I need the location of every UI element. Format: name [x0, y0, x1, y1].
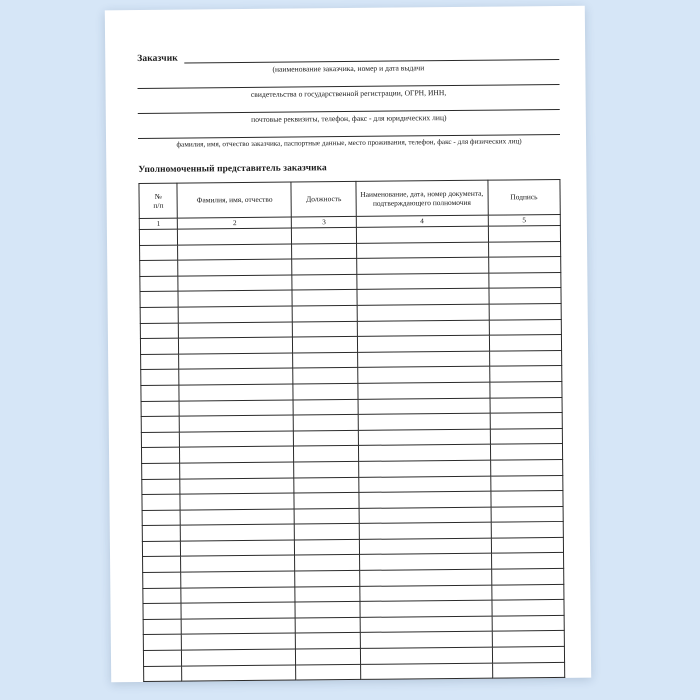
cell-signature[interactable] [489, 335, 561, 351]
cell-position[interactable] [296, 633, 360, 649]
cell-document[interactable] [360, 663, 492, 680]
caption-line-1: (наименование заказчика, номер и дата выдачи [272, 63, 425, 74]
cell-number[interactable] [143, 588, 182, 604]
col-header-number-line1: № [154, 191, 162, 201]
cell-fullname[interactable] [182, 665, 296, 682]
cell-document[interactable] [360, 647, 492, 664]
cell-position[interactable] [295, 602, 359, 618]
cell-number[interactable] [143, 603, 182, 619]
cell-document[interactable] [359, 522, 491, 539]
cell-fullname[interactable] [182, 649, 296, 666]
cell-signature[interactable] [490, 428, 562, 444]
cell-position[interactable] [295, 555, 359, 571]
cell-fullname[interactable] [180, 478, 294, 495]
caption-line-3: почтовые реквизиты, телефон, факс - для юридических лиц) [251, 113, 447, 124]
cell-signature[interactable] [489, 288, 561, 304]
cell-position[interactable] [293, 383, 357, 399]
cell-signature[interactable] [489, 366, 561, 382]
cell-fullname[interactable] [180, 462, 294, 479]
cell-number[interactable] [143, 619, 182, 635]
cell-number[interactable] [144, 666, 183, 682]
cell-document[interactable] [359, 507, 491, 524]
cell-position[interactable] [296, 617, 360, 633]
cell-signature[interactable] [490, 444, 562, 460]
cell-fullname[interactable] [180, 415, 294, 432]
table-head [139, 179, 560, 229]
cell-fullname[interactable] [181, 571, 295, 588]
colnum-4: 4 [356, 215, 488, 227]
cell-position[interactable] [296, 648, 360, 664]
cell-position[interactable] [293, 352, 357, 368]
cell-fullname[interactable] [179, 322, 293, 339]
cell-fullname[interactable] [179, 353, 293, 370]
cell-document[interactable] [358, 429, 490, 446]
colnum-1: 1 [139, 218, 178, 229]
cell-signature[interactable] [492, 600, 564, 616]
cell-fullname[interactable] [178, 244, 292, 261]
cell-position[interactable] [294, 415, 358, 431]
cell-fullname[interactable] [180, 431, 294, 448]
cell-position[interactable] [296, 664, 360, 680]
customer-label: Заказчик [137, 53, 178, 65]
cell-fullname[interactable] [181, 555, 295, 572]
cell-document[interactable] [359, 554, 491, 571]
col-header-document-line1: Наименование, дата, номер документа, [360, 188, 484, 199]
cell-document[interactable] [359, 491, 491, 508]
cell-fullname[interactable] [181, 540, 295, 557]
caption-line-2: свидетельства о государственной регистрации, ОГРН, ИНН, [250, 88, 447, 99]
cell-document[interactable] [360, 600, 492, 617]
cell-position[interactable] [295, 570, 359, 586]
cell-position[interactable] [293, 321, 357, 337]
cell-number[interactable] [143, 572, 182, 588]
col-header-number-line2: п/п [153, 200, 164, 210]
cell-fullname[interactable] [181, 509, 295, 526]
cell-number[interactable] [140, 307, 179, 323]
cell-fullname[interactable] [179, 306, 293, 323]
cell-signature[interactable] [492, 646, 564, 662]
cell-position[interactable] [295, 524, 359, 540]
document-page [105, 6, 591, 683]
cell-number[interactable] [140, 245, 179, 261]
cell-signature[interactable] [490, 381, 562, 397]
col-header-document-line2: подтверждающего полномочия [372, 197, 471, 208]
cell-signature[interactable] [488, 225, 560, 241]
cell-signature[interactable] [489, 303, 561, 319]
cell-document[interactable] [359, 538, 491, 555]
cell-position[interactable] [293, 368, 357, 384]
cell-signature[interactable] [490, 459, 562, 475]
cell-position[interactable] [292, 227, 356, 243]
cell-document[interactable] [358, 413, 490, 430]
cell-fullname[interactable] [180, 400, 294, 417]
document-content [137, 42, 565, 668]
col-header-signature: Подпись [488, 179, 561, 215]
cell-position[interactable] [295, 586, 359, 602]
cell-position[interactable] [293, 305, 357, 321]
cell-document[interactable] [357, 304, 489, 321]
cell-number[interactable] [141, 432, 180, 448]
cell-document[interactable] [357, 335, 489, 352]
cell-document[interactable] [360, 616, 492, 633]
cell-fullname[interactable] [181, 602, 295, 619]
cell-number[interactable] [141, 385, 180, 401]
cell-signature[interactable] [490, 475, 562, 491]
cell-position[interactable] [294, 492, 358, 508]
cell-signature[interactable] [489, 350, 561, 366]
cell-signature[interactable] [489, 319, 561, 335]
representatives-table [138, 179, 565, 682]
cell-number[interactable] [141, 447, 180, 463]
cell-document[interactable] [357, 289, 489, 306]
cell-number[interactable] [143, 557, 182, 573]
cell-fullname[interactable] [178, 259, 292, 276]
cell-number[interactable] [142, 510, 181, 526]
cell-number[interactable] [140, 291, 179, 307]
cell-document[interactable] [356, 242, 488, 259]
cell-number[interactable] [141, 369, 180, 385]
cell-position[interactable] [292, 243, 356, 259]
cell-fullname[interactable] [181, 524, 295, 541]
cell-fullname[interactable] [179, 337, 293, 354]
cell-number[interactable] [142, 479, 181, 495]
cell-position[interactable] [294, 446, 358, 462]
cell-document[interactable] [358, 382, 490, 399]
cell-number[interactable] [141, 354, 180, 370]
section-title: Уполномоченный представитель заказчика [138, 163, 327, 176]
cell-fullname[interactable] [178, 275, 292, 292]
colnum-2: 2 [178, 217, 292, 229]
cell-position[interactable] [294, 461, 358, 477]
colnum-3: 3 [292, 216, 356, 228]
cell-position[interactable] [294, 430, 358, 446]
cell-number[interactable] [142, 541, 181, 557]
cell-position[interactable] [292, 259, 356, 275]
cell-signature[interactable] [490, 397, 562, 413]
cell-number[interactable] [141, 416, 180, 432]
cell-signature[interactable] [491, 506, 563, 522]
cell-document[interactable] [359, 476, 491, 493]
cell-signature[interactable] [489, 272, 561, 288]
cell-signature[interactable] [491, 553, 563, 569]
cell-document[interactable] [359, 569, 491, 586]
table-body [139, 225, 564, 681]
cell-fullname[interactable] [179, 384, 293, 401]
caption-line-4: фамилия, имя, отчество заказчика, паспортные данные, место проживания, телефон, факс - для физических лиц) [176, 137, 522, 149]
col-header-document [356, 180, 488, 216]
cell-signature[interactable] [491, 522, 563, 538]
colnum-5: 5 [488, 214, 560, 226]
cell-document[interactable] [356, 226, 488, 243]
cell-fullname[interactable] [179, 368, 293, 385]
cell-fullname[interactable] [178, 228, 292, 245]
cell-document[interactable] [357, 351, 489, 368]
col-header-fullname: Фамилия, имя, отчество [177, 182, 291, 218]
cell-fullname[interactable] [178, 290, 292, 307]
cell-document[interactable] [358, 444, 490, 461]
cell-number[interactable] [139, 229, 178, 245]
cell-number[interactable] [141, 401, 180, 417]
cell-position[interactable] [293, 337, 357, 353]
cell-position[interactable] [292, 290, 356, 306]
cell-signature[interactable] [490, 413, 562, 429]
cell-signature[interactable] [488, 241, 560, 257]
cell-number[interactable] [140, 260, 179, 276]
cell-position[interactable] [294, 399, 358, 415]
cell-document[interactable] [360, 585, 492, 602]
cell-position[interactable] [292, 274, 356, 290]
cell-position[interactable] [295, 539, 359, 555]
cell-document[interactable] [358, 366, 490, 383]
cell-number[interactable] [142, 463, 181, 479]
cell-fullname[interactable] [180, 446, 294, 463]
cell-document[interactable] [358, 460, 490, 477]
cell-number[interactable] [143, 635, 182, 651]
cell-fullname[interactable] [182, 633, 296, 650]
cell-fullname[interactable] [181, 587, 295, 604]
cell-document[interactable] [357, 273, 489, 290]
cell-number[interactable] [142, 525, 181, 541]
cell-signature[interactable] [491, 537, 563, 553]
cell-signature[interactable] [492, 584, 564, 600]
cell-number[interactable] [143, 650, 182, 666]
cell-signature[interactable] [492, 615, 564, 631]
cell-number[interactable] [142, 494, 181, 510]
cell-position[interactable] [295, 508, 359, 524]
cell-signature[interactable] [492, 631, 564, 647]
table-header-row [139, 179, 560, 218]
cell-signature[interactable] [488, 257, 560, 273]
cell-signature[interactable] [491, 491, 563, 507]
cell-signature[interactable] [492, 662, 564, 678]
cell-document[interactable] [360, 632, 492, 649]
cell-document[interactable] [357, 320, 489, 337]
cell-document[interactable] [358, 398, 490, 415]
table-row [144, 662, 565, 682]
cell-number[interactable] [140, 338, 179, 354]
cell-number[interactable] [140, 323, 179, 339]
cell-document[interactable] [356, 257, 488, 274]
cell-number[interactable] [140, 276, 179, 292]
col-header-position: Должность [291, 181, 356, 217]
cell-signature[interactable] [491, 569, 563, 585]
cell-fullname[interactable] [180, 493, 294, 510]
cell-fullname[interactable] [182, 618, 296, 635]
cell-position[interactable] [294, 477, 358, 493]
col-header-number [139, 183, 178, 218]
